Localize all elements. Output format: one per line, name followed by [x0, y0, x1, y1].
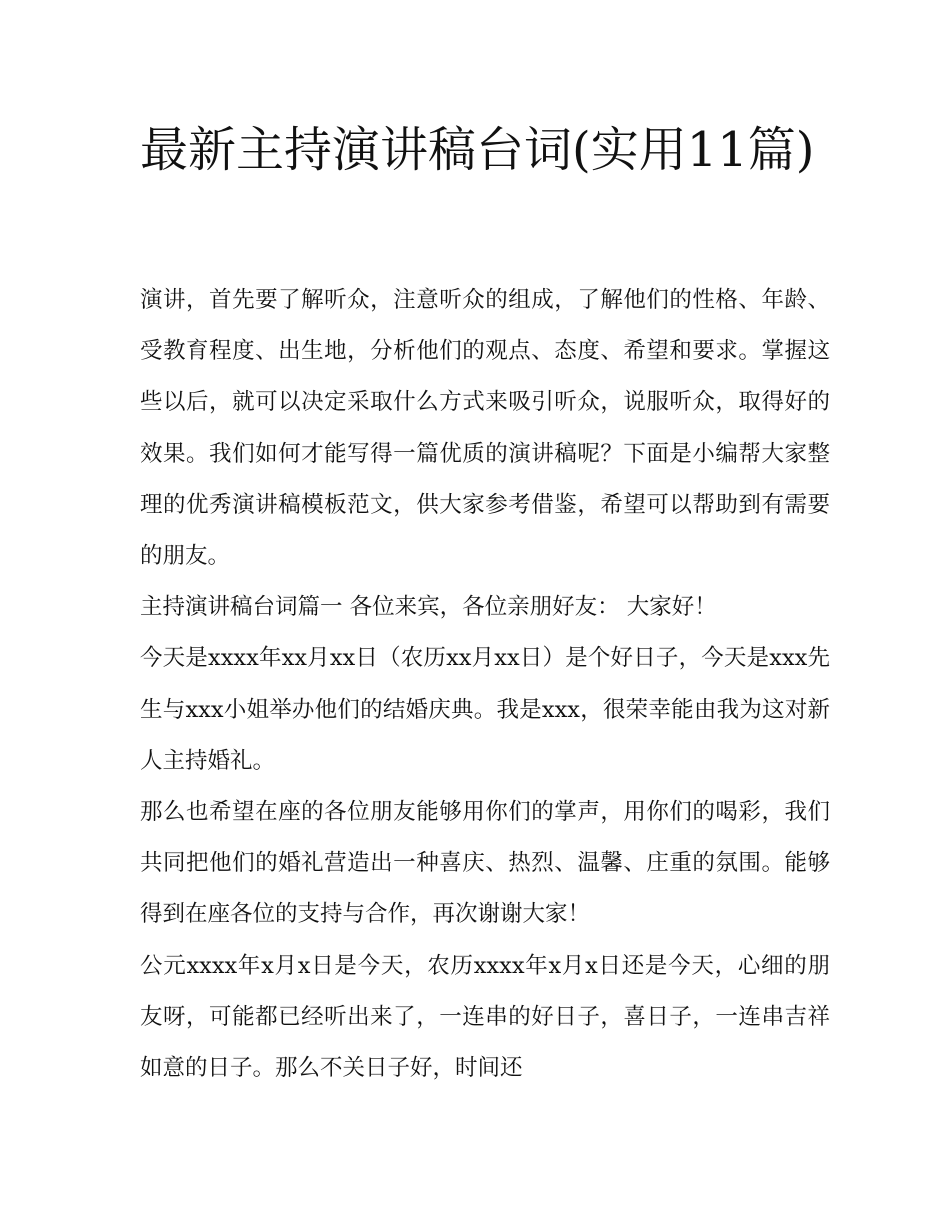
- body-paragraph: 那么也希望在座的各位朋友能够用你们的掌声，用你们的喝彩，我们共同把他们的婚礼营造出一种喜庆、热烈、温馨、庄重的氛围。能够得到在座各位的支持与合作，再次谢谢大家！: [140, 799, 830, 928]
- body-paragraph: 今天是xxxx年xx月xx日（农历xx月xx日）是个好日子，今天是xxx先生与xxx小姐举办他们的结婚庆典。我是xxx，很荣幸能由我为这对新人主持婚礼。: [140, 645, 830, 774]
- document-body: [140, 275, 830, 1094]
- section-heading-paragraph: 主持演讲稿台词篇一 各位来宾，各位亲朋好友： 大家好！: [140, 594, 717, 621]
- intro-paragraph: 演讲，首先要了解听众，注意听众的组成，了解他们的性格、年龄、受教育程度、出生地，分析他们的观点、态度、希望和要求。掌握这些以后，就可以决定采取什么方式来吸引听众，说服听众，取得好的效果。我们如何才能写得一篇优质的演讲稿呢？下面是小编帮大家整理的优秀演讲稿模板范文，供大家参考借鉴，希望可以帮助到有需要的朋友。: [140, 287, 830, 570]
- body-paragraph: 公元xxxx年x月x日是今天，农历xxxx年x月x日还是今天，心细的朋友呀，可能都已经听出来了，一连串的好日子，喜日子，一连串吉祥如意的日子。那么不关日子好，时间还: [140, 952, 830, 1082]
- document-title: 最新主持演讲稿台词(实用11篇): [140, 122, 815, 178]
